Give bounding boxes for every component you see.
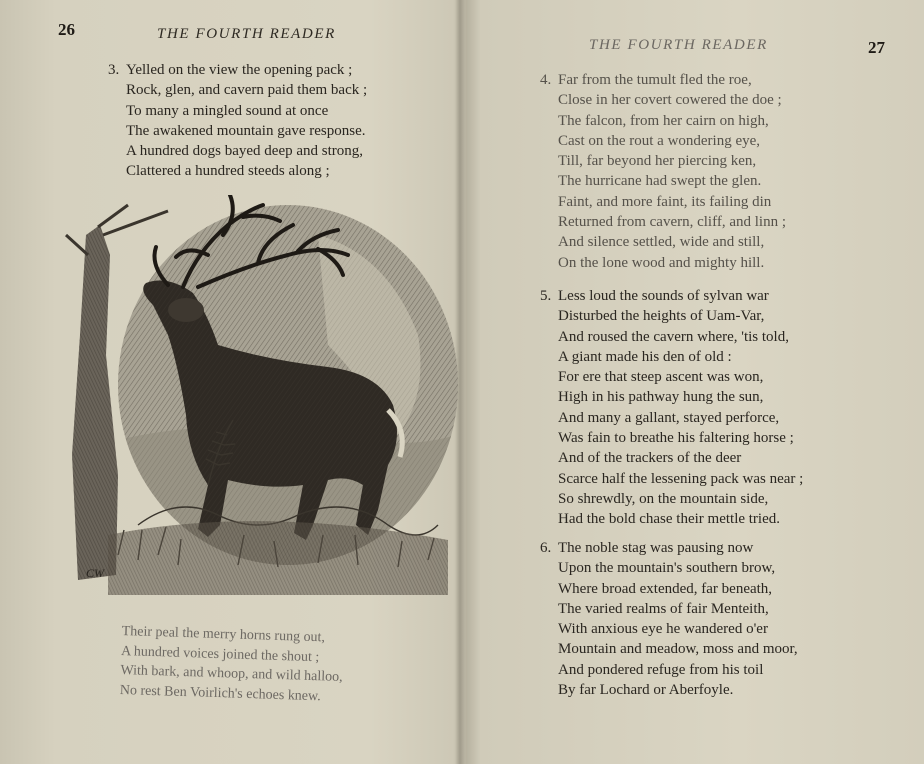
stanza-line: Scarce half the lessening pack was near ;: [558, 470, 804, 487]
stanza-line: Clattered a hundred steeds along ;: [126, 163, 330, 180]
stanza-line: The hurricane had swept the glen.: [558, 173, 762, 190]
stanza-line: Faint, and more faint, its failing din: [558, 193, 772, 210]
stanza-line: On the lone wood and mighty hill.: [558, 254, 765, 271]
stanza-line: Was fain to breathe his faltering horse ;: [558, 430, 794, 447]
stanza-line: And pondered refuge from his toil: [558, 661, 764, 678]
page-number: 26: [58, 20, 75, 39]
stanza-number: 4.: [540, 72, 552, 88]
stanza-line: And of the trackers of the deer: [558, 450, 742, 467]
stanza-3: [108, 60, 367, 182]
left-page: [0, 0, 458, 764]
running-head: THE FOURTH READER: [589, 37, 768, 53]
stanza-line: 3. Yelled on the view the opening pack ;: [108, 60, 367, 80]
stanza-number: 6.: [540, 540, 552, 556]
right-page: [462, 0, 924, 764]
stanza-line: And roused the cavern where, 'tis told,: [558, 328, 789, 345]
stanza-line: A hundred dogs bayed deep and strong,: [126, 143, 364, 160]
stanza-line: Close in her covert cowered the doe ;: [558, 92, 782, 109]
stanza-line: The awakened mountain gave response.: [126, 122, 366, 139]
caption-line: With bark, and whoop, and wild halloo,: [120, 662, 343, 685]
stanza-5: [540, 286, 803, 530]
stanza-line: Till, far beyond her piercing ken,: [558, 153, 757, 170]
caption-line: Their peal the merry horns rung out,: [121, 623, 326, 646]
stanza-line: A giant made his den of old :: [558, 348, 732, 365]
caption-line: No rest Ben Voirlich's echoes knew.: [119, 682, 321, 704]
stanza-4: [540, 70, 786, 273]
stanza-6: [540, 538, 798, 700]
stanza-line: To many a mingled sound at once: [126, 102, 329, 119]
stanza-line: 4. Far from the tumult fled the roe,: [540, 70, 786, 90]
stanza-line: So shrewdly, on the mountain side,: [558, 490, 769, 507]
stanza-line: Disturbed the heights of Uam-Var,: [558, 308, 765, 325]
stanza-line: The varied realms of fair Menteith,: [558, 600, 769, 617]
stanza-line: Had the bold chase their mettle tried.: [558, 511, 781, 528]
stanza-number: 5.: [540, 288, 552, 304]
engraver-signature: CW: [86, 566, 104, 580]
page-number: 27: [868, 38, 885, 57]
stanza-line: Mountain and meadow, moss and moor,: [558, 641, 798, 658]
stanza-line: High in his pathway hung the sun,: [558, 389, 764, 406]
stanza-line: Cast on the rout a wondering eye,: [558, 132, 761, 149]
stanza-line: For ere that steep ascent was won,: [558, 369, 764, 386]
stanza-line: 5. Less loud the sounds of sylvan war: [540, 286, 803, 306]
stanza-line: And silence settled, wide and still,: [558, 234, 765, 251]
stanza-line: Where broad extended, far beneath,: [558, 580, 773, 597]
caption-line: A hundred voices joined the shout ;: [120, 643, 320, 665]
stanza-line: Returned from cavern, cliff, and linn ;: [558, 214, 786, 231]
stanza-line: And many a gallant, stayed perforce,: [558, 409, 780, 426]
stanza-line: Rock, glen, and cavern paid them back ;: [126, 82, 368, 99]
stanza-line: Upon the mountain's southern brow,: [558, 560, 776, 577]
stag-illustration: [58, 195, 458, 605]
stanza-line: 6. The noble stag was pausing now: [540, 538, 798, 558]
stanza-line: The falcon, from her cairn on high,: [558, 112, 769, 129]
stanza-line: By far Lochard or Aberfoyle.: [558, 682, 734, 699]
stanza-number: 3.: [108, 62, 120, 78]
stanza-line: With anxious eye he wandered o'er: [558, 621, 768, 638]
caption-verse: [120, 622, 345, 707]
running-head: THE FOURTH READER: [157, 26, 336, 42]
